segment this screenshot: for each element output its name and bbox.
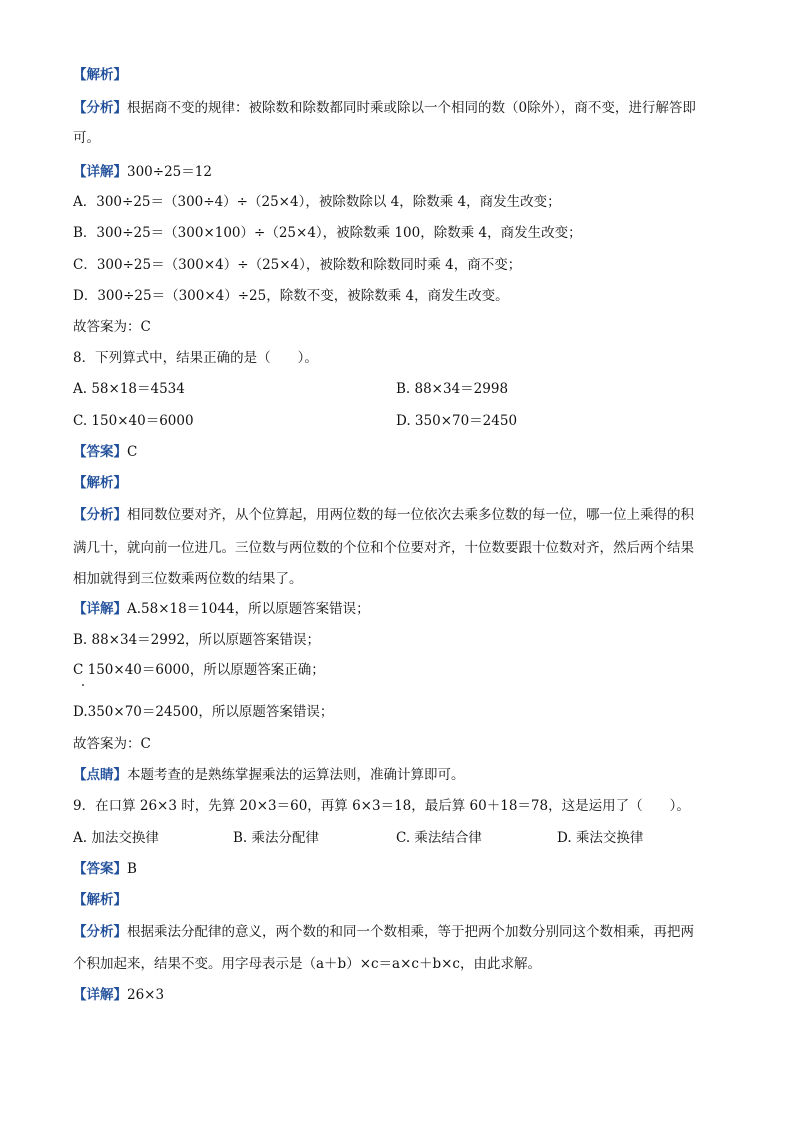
- q8-fenxi-line-2: 满几十，就向前一位进几。三位数与两位数的个位和个位要对齐，十位数要跟十位数对齐，然后两个结果: [73, 540, 694, 556]
- fenxi-text: 相同数位要对齐，从个位算起，用两位数的每一位依次去乘多位数的每一位，哪一位上乘得的积: [127, 507, 694, 523]
- stray-dot-mark: [82, 684, 84, 686]
- q7-line-c: C．300÷25＝（300×4）÷（25×4），被除数和除数同时乘 4，商不变；: [73, 257, 522, 273]
- q8-question: 8．下列算式中，结果正确的是（ ）。: [73, 350, 318, 366]
- xiangjie-text: A.58×18＝1044，所以原题答案错误；: [127, 601, 370, 617]
- q7-line-a: A．300÷25＝（300÷4）÷（25×4），被除数除以 4，除数乘 4，商发生改变；: [73, 194, 561, 210]
- fenxi-tag: 【分析】: [73, 507, 127, 523]
- q9-jiexi-heading: [73, 891, 127, 909]
- q8-fenxi-line-3: 相加就得到三位数乘两位数的结果了。: [73, 571, 303, 587]
- q8-option-c: C. 150×40＝6000: [73, 413, 194, 429]
- q9-option-b: B. 乘法分配律: [233, 830, 320, 846]
- xiangjie-tag: 【详解】: [73, 987, 127, 1003]
- dianjing-tag: 【点睛】: [73, 767, 127, 783]
- daan-text: C: [127, 444, 138, 460]
- q8-option-a: A. 58×18＝4534: [73, 381, 185, 397]
- q9-xiangjie: [73, 986, 164, 1004]
- dianjing-text: 本题考查的是熟练掌握乘法的运算法则，准确计算即可。: [127, 767, 465, 783]
- q7-xiangjie: [73, 163, 212, 181]
- q8-dianjing: [73, 766, 465, 784]
- jiexi-tag: 【解析】: [73, 892, 127, 908]
- q8-line-d: D.350×70＝24500，所以原题答案错误；: [73, 704, 334, 720]
- fenxi-text: 根据商不变的规律：被除数和除数都同时乘或除以一个相同的数（0除外），商不变，进行解答即: [127, 100, 696, 116]
- xiangjie-tag: 【详解】: [73, 164, 127, 180]
- daan-tag: 【答案】: [73, 444, 127, 460]
- q8-xiangjie: [73, 600, 370, 618]
- q8-fenxi-line-1: [73, 506, 723, 524]
- jiexi-tag: 【解析】: [73, 475, 127, 491]
- fenxi-tag: 【分析】: [73, 100, 127, 116]
- q8-option-d: D. 350×70＝2450: [396, 413, 518, 429]
- xiangjie-text: 26×3: [127, 987, 165, 1003]
- daan-tag: 【答案】: [73, 861, 127, 877]
- fenxi-text: 根据乘法分配律的意义，两个数的和同一个数相乘，等于把两个加数分别同这个数相乘，再把两: [127, 924, 694, 940]
- q8-answer: [73, 443, 137, 461]
- q9-fenxi-line-1: [73, 923, 723, 941]
- q7-fenxi-line-1: [73, 99, 723, 117]
- q9-option-c: C. 乘法结合律: [396, 830, 482, 846]
- q8-option-b: B. 88×34＝2998: [396, 381, 509, 397]
- q9-option-d: D. 乘法交换律: [557, 830, 644, 846]
- jiexi-tag: 【解析】: [73, 67, 127, 83]
- daan-text: B: [127, 861, 137, 877]
- q7-answer-line: 故答案为：C: [73, 319, 151, 335]
- q8-line-c: C 150×40＝6000，所以原题答案正确；: [73, 662, 325, 678]
- q7-line-b: B．300÷25＝（300×100）÷（25×4），被除数乘 100，除数乘 4，商发生改变；: [73, 225, 582, 241]
- q9-question: 9．在口算 26×3 时，先算 20×3＝60，再算 6×3＝18，最后算 60＋18＝78，这是运用了（ ）。: [73, 798, 690, 814]
- q9-answer: [73, 860, 137, 878]
- q9-fenxi-line-2: 个积加起来，结果不变。用字母表示是（a＋b）×c＝a×c＋b×c，由此求解。: [73, 956, 541, 972]
- q9-option-a: A. 加法交换律: [73, 830, 159, 846]
- q7-fenxi-line-2: [73, 129, 100, 147]
- fenxi-text: 可。: [73, 130, 100, 146]
- xiangjie-tag: 【详解】: [73, 601, 127, 617]
- q8-answer-line: 故答案为：C: [73, 736, 151, 752]
- xiangjie-text: 300÷25＝12: [127, 164, 212, 180]
- q8-jiexi-heading: [73, 474, 127, 492]
- q7-jiexi-heading: [73, 66, 127, 84]
- fenxi-tag: 【分析】: [73, 924, 127, 940]
- q8-line-b: B. 88×34＝2992，所以原题答案错误；: [73, 632, 321, 648]
- q7-line-d: D．300÷25＝（300×4）÷25，除数不变，被除数乘 4，商发生改变。: [73, 288, 509, 304]
